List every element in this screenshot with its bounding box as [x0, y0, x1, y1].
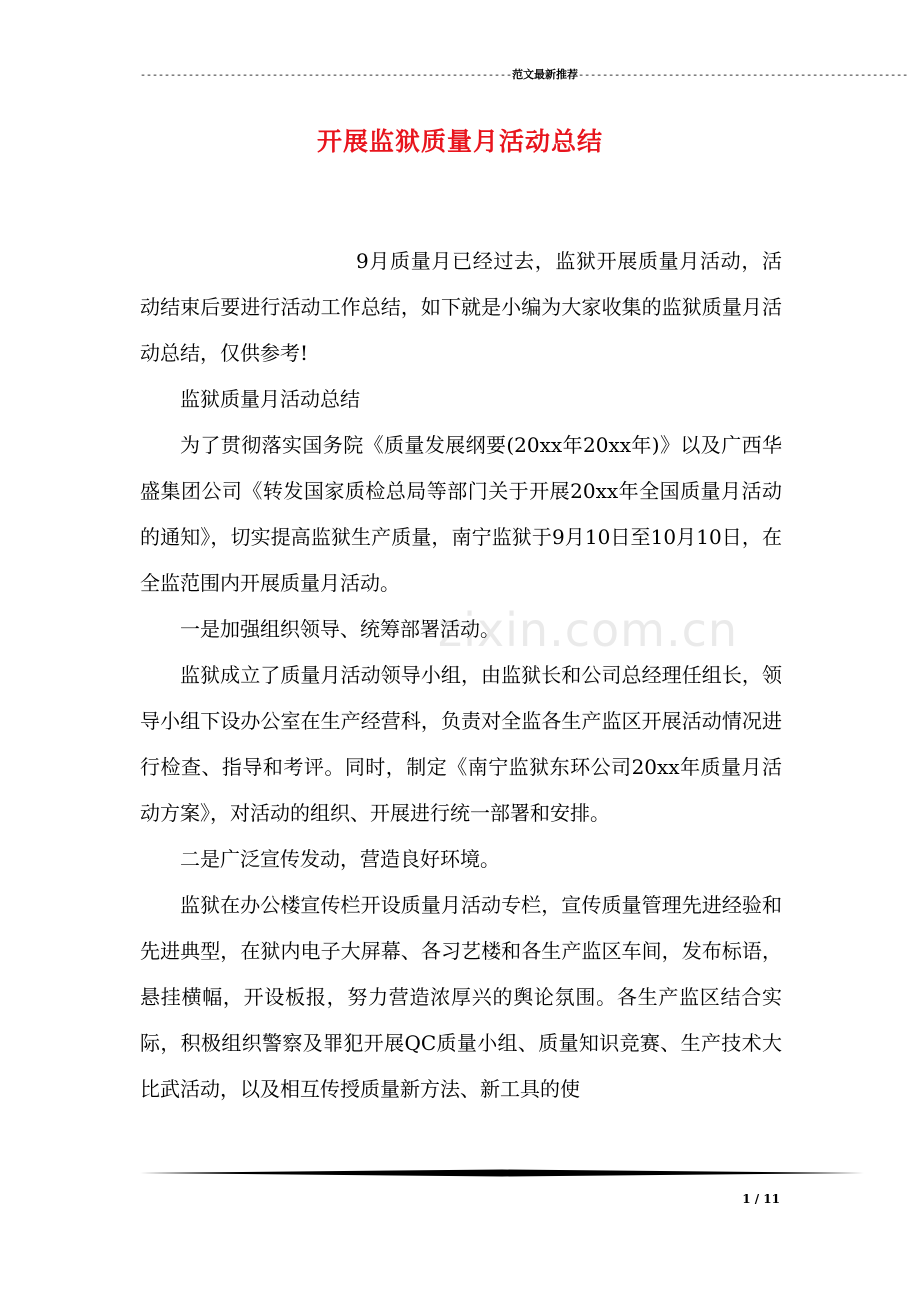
page-number: 1 / 11 — [742, 1192, 780, 1206]
header-label: 范文最新推荐 — [512, 68, 579, 81]
paragraph-intro: 9月质量月已经过去，监狱开展质量月活动，活动结束后要进行活动工作总结，如下就是小编为大家收集的监狱质量月活动总结，仅供参考! — [140, 249, 782, 365]
paragraph-point-one: 一是加强组织领导、统筹部署活动。 — [180, 617, 500, 641]
paragraph-point-one-detail: 监狱成立了质量月活动领导小组，由监狱长和公司总经理任组长，领导小组下设办公室在生产经营科，负责对全监各生产监区开展活动情况进行检查、指导和考评。同时，制定《南宁监狱东环公司20xx年质量月活动方案》，对活动的组织、开展进行统一部署和安排。 — [140, 663, 782, 825]
document-body — [140, 238, 782, 1112]
paragraph-background: 为了贯彻落实国务院《质量发展纲要(20xx年20xx年)》以及广西华盛集团公司《转发国家质检总局等部门关于开展20xx年全国质量月活动的通知》，切实提高监狱生产质量，南宁监狱于9月10日至10月10日，在全监范围内开展质量月活动。 — [140, 433, 782, 595]
footer-divider — [140, 1168, 864, 1178]
paragraph-subtitle: 监狱质量月活动总结 — [180, 387, 360, 411]
paragraph-point-two: 二是广泛宣传发动，营造良好环境。 — [180, 847, 500, 871]
header-separator — [140, 68, 909, 84]
header-dashes-left: -------------------------------------------------------------- — [140, 71, 513, 82]
watermark: zixin.com.cn — [438, 603, 739, 657]
paragraph-point-two-detail: 监狱在办公楼宣传栏开设质量月活动专栏，宣传质量管理先进经验和先进典型，在狱内电子大屏幕、各习艺楼和各生产监区车间，发布标语，悬挂横幅，开设板报，努力营造浓厚兴的舆论氛围。各生产监区结合实际，积极组织警察及罪犯开展QC质量小组、质量知识竞赛、生产技术大比武活动，以及相互传授质量新方法、新工具的使 — [140, 893, 782, 1101]
header-dashes-right: ------------------------------------------------------- — [578, 71, 909, 82]
document-title: 开展监狱质量月活动总结 — [316, 127, 603, 156]
